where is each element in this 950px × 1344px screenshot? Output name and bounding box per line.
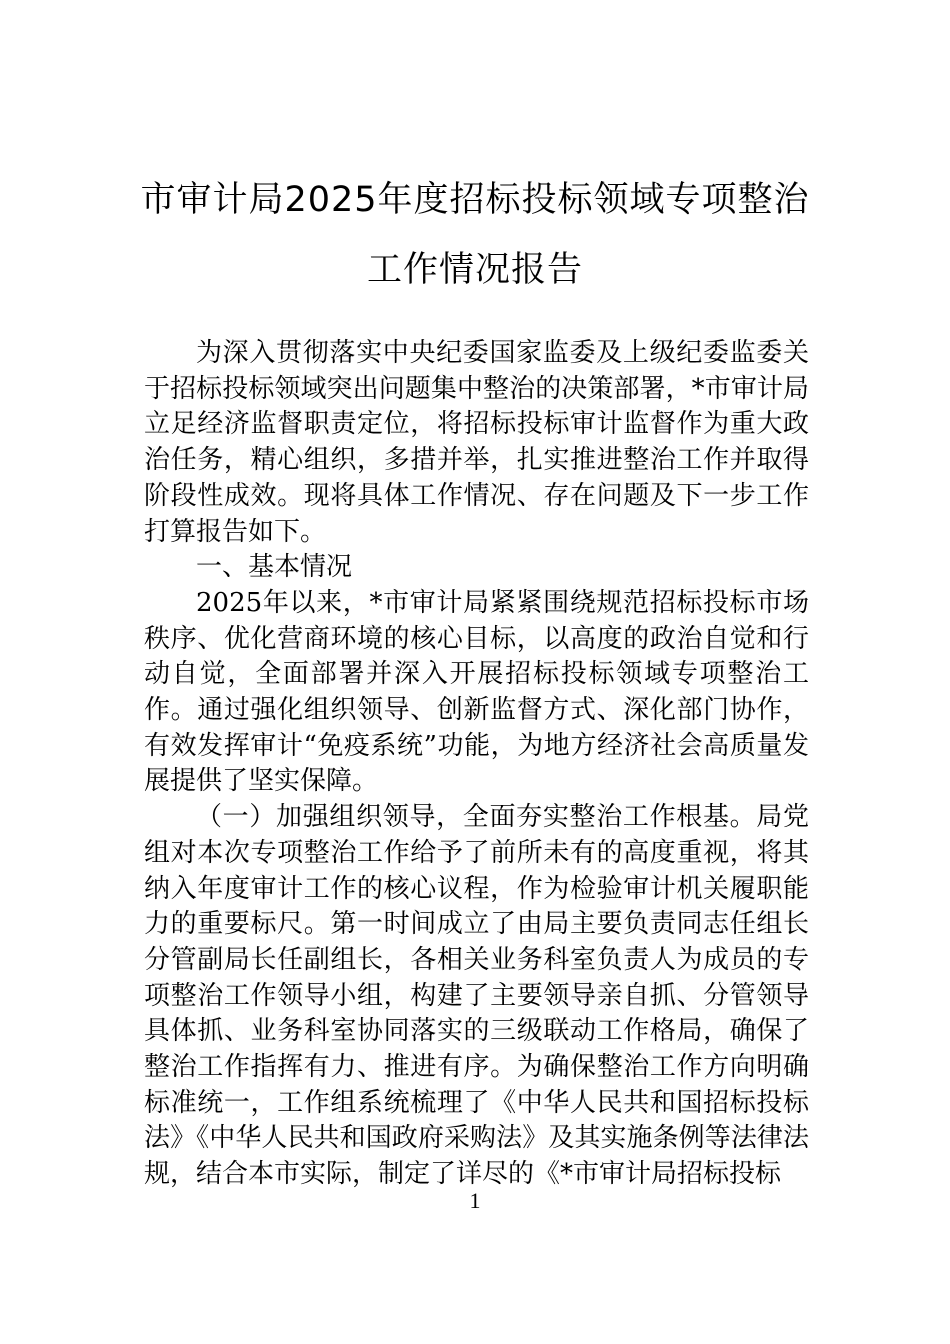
document-title-line-1: 市审计局2025年度招标投标领域专项整治	[140, 180, 810, 220]
paragraph-intro: 为深入贯彻落实中央纪委国家监委及上级纪委监委关于招标投标领域突出问题集中整治的决策部署，*市审计局立足经济监督职责定位，将招标投标审计监督作为重大政治任务，精心组织，多措并举，扎实推进整治工作并取得阶段性成效。现将具体工作情况、存在问题及下一步工作打算报告如下。	[144, 338, 809, 547]
paragraph-organization-leadership: （一）加强组织领导，全面夯实整治工作根基。局党组对本次专项整治工作给予了前所未有的高度重视，将其纳入年度审计工作的核心议程，作为检验审计机关履职能力的重要标尺。第一时间成立了由局主要负责同志任组长分管副局长任副组长，各相关业务科室负责人为成员的专项整治工作领导小组，构建了主要领导亲自抓、分管领导具体抓、业务科室协同落实的三级联动工作格局，确保了整治工作指挥有力、推进有序。为确保整治工作方向明确标准统一，工作组系统梳理了《中华人民共和国招标投标法》《中华人民共和国政府采购法》及其实施条例等法律法规，结合本市实际，制定了详尽的《*市审计局招标投标	[144, 802, 809, 1190]
paragraph-overview: 2025年以来，*市审计局紧紧围绕规范招标投标市场秩序、优化营商环境的核心目标，以高度的政治自觉和行动自觉，全面部署并深入开展招标投标领域专项整治工作。通过强化组织领导、创新监督方式、深化部门协作，有效发挥审计“免疫系统”功能，为地方经济社会高质量发展提供了坚实保障。	[144, 587, 809, 797]
page-number: 1	[469, 1188, 481, 1213]
section-heading-basic-situation: 一、基本情况	[196, 552, 353, 583]
document-body	[144, 336, 809, 1193]
document-title-line-2: 工作情况报告	[366, 250, 583, 290]
